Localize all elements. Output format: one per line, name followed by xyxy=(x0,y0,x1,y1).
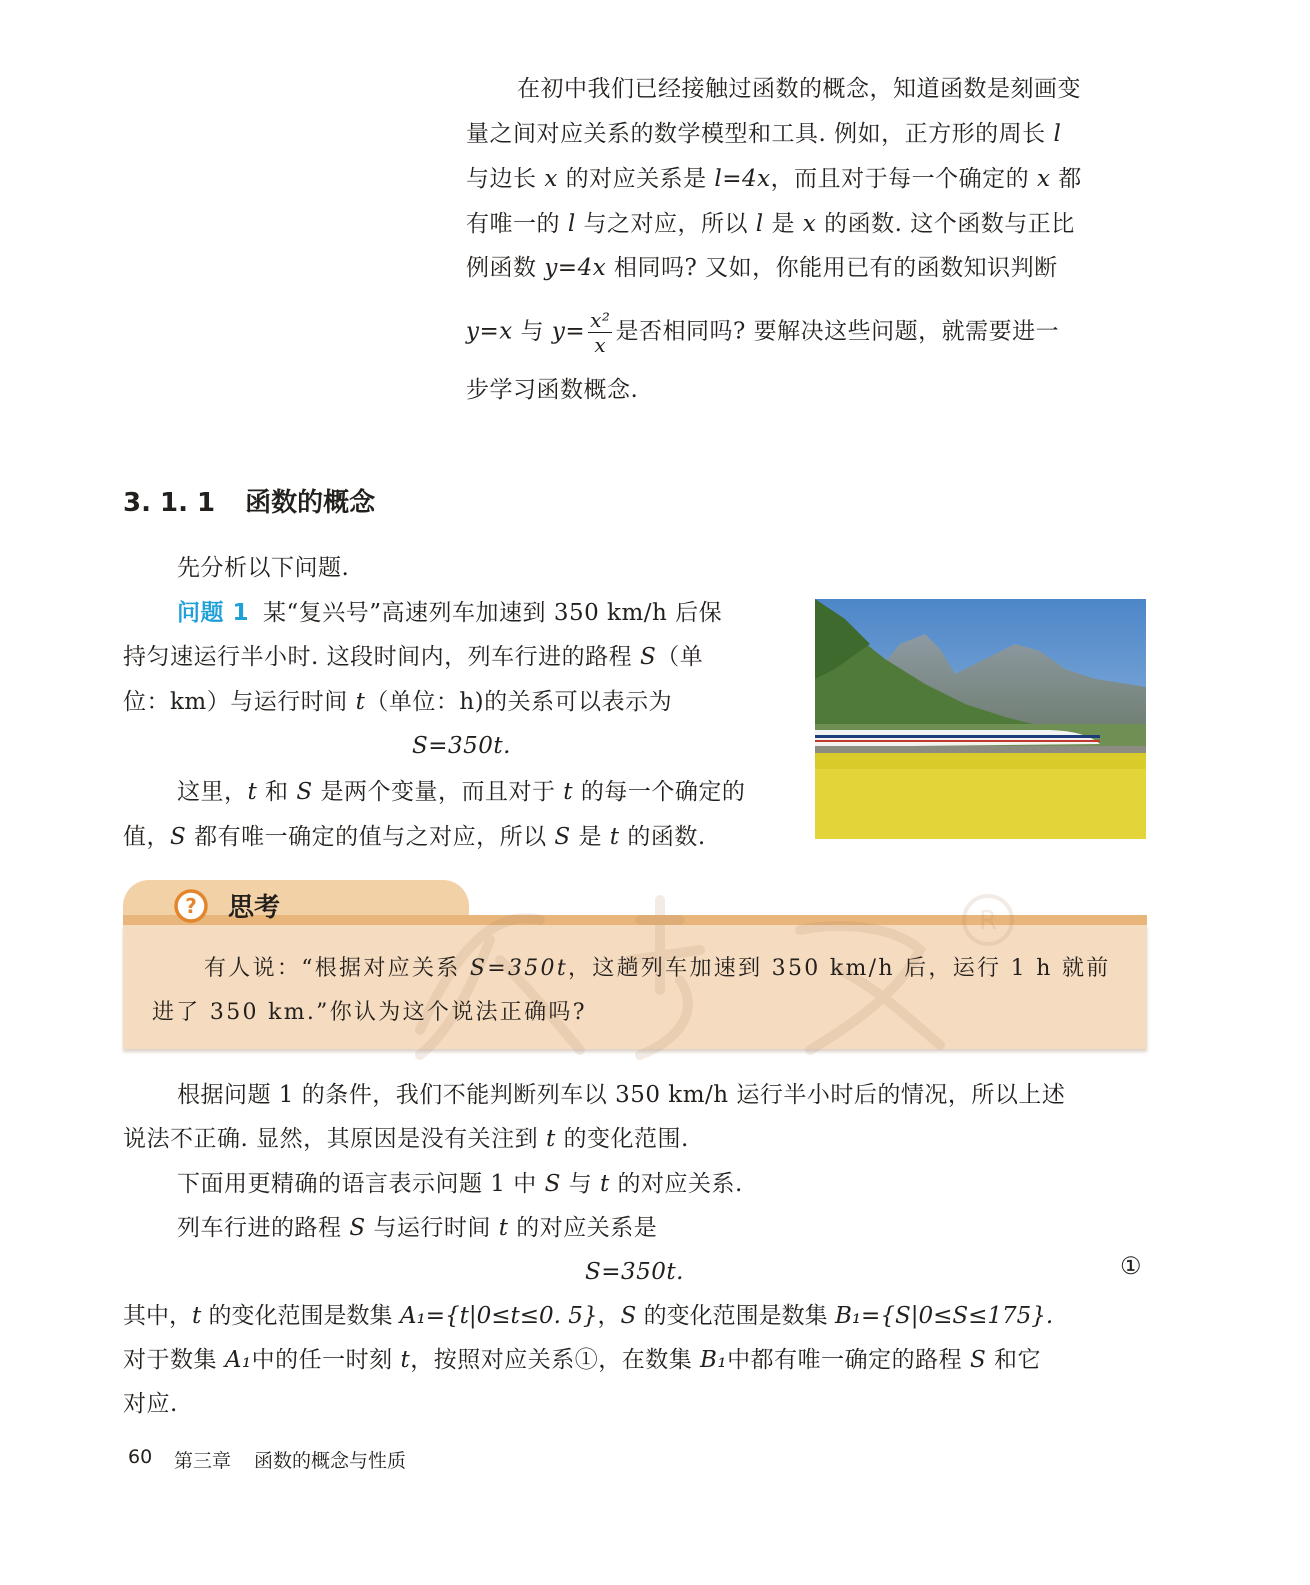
body-formula: S=350t. xyxy=(585,1259,684,1285)
fraction-numerator: x² xyxy=(590,308,611,332)
svg-text:?: ? xyxy=(185,894,197,918)
page-number: 60 xyxy=(128,1446,153,1468)
body-line-4: 列车行进的路程 S 与运行时间 t 的对应关系是 xyxy=(177,1215,658,1241)
body-line-5: 其中，t 的变化范围是数集 A₁={t|0≤t≤0. 5}，S 的变化范围是数集 B₁={S|0≤S≤175}. xyxy=(123,1303,1054,1329)
body-line-3: 下面用更精确的语言表示问题 1 中 S 与 t 的对应关系. xyxy=(177,1171,743,1197)
chapter-label: 第三章 xyxy=(174,1450,232,1472)
think-line-1: 有人说：“根据对应关系 S=350t，这趟列车加速到 350 km/h 后，运行 1 h 就前 xyxy=(204,956,1111,981)
body-line-6: 对于数集 A₁中的任一时刻 t，按照对应关系①，在数集 B₁中都有唯一确定的路程 S 和它 xyxy=(123,1347,1042,1373)
problem-formula: S=350t. xyxy=(412,733,511,759)
fraction-denominator: x xyxy=(594,333,607,357)
train-photo-image xyxy=(815,599,1146,839)
intro-line-6: y=x 与 y= $\frac{\text{x²}}{x}$ 是否相同吗? 要解决这些问题，就需要进一 xyxy=(466,308,1060,357)
intro-line-3: 与边长 x 的对应关系是 l=4x，而且对于每一个确定的 x 都 xyxy=(466,166,1082,192)
problem-line-1: 问题 1 某“复兴号”高速列车加速到 350 km/h 后保 xyxy=(177,600,723,626)
intro-line-5: 例函数 y=4x 相同吗? 又如，你能用已有的函数知识判断 xyxy=(466,255,1058,281)
fraction xyxy=(588,308,612,357)
svg-text:R: R xyxy=(978,906,998,936)
body-line-1: 根据问题 1 的条件，我们不能判断列车以 350 km/h 运行半小时后的情况，所以上述 xyxy=(177,1082,1066,1108)
body-line-2: 说法不正确. 显然，其原因是没有关注到 t 的变化范围. xyxy=(123,1126,689,1152)
problem-line-2: 持匀速运行半小时. 这段时间内，列车行进的路程 S（单 xyxy=(123,644,704,670)
think-title: 思考 xyxy=(228,893,281,923)
intro-line-4: 有唯一的 l 与之对应，所以 l 是 x 的函数. 这个函数与正比 xyxy=(466,211,1075,237)
intro-line-2: 量之间对应关系的数学模型和工具. 例如，正方形的周长 l xyxy=(466,121,1062,147)
section-heading xyxy=(123,482,375,519)
formula-tag: ① xyxy=(1120,1252,1142,1280)
problem-line-3: 位：km）与运行时间 t（单位：h)的关系可以表示为 xyxy=(123,689,673,715)
chapter-title: 函数的概念与性质 xyxy=(254,1450,407,1472)
section-number: 3. 1. 1 xyxy=(123,488,216,518)
intro-line-1: 在初中我们已经接触过函数的概念，知道函数是刻画变 xyxy=(517,76,1081,102)
lead-text: 先分析以下问题. xyxy=(177,555,350,581)
question-icon xyxy=(174,889,208,923)
explain-line-2: 值，S 都有唯一确定的值与之对应，所以 S 是 t 的函数. xyxy=(123,824,706,850)
train-photo xyxy=(815,599,1146,839)
body-line-7: 对应. xyxy=(123,1391,178,1417)
section-title: 函数的概念 xyxy=(245,488,376,518)
intro-line-7: 步学习函数概念. xyxy=(466,377,639,403)
explain-line-1: 这里，t 和 S 是两个变量，而且对于 t 的每一个确定的 xyxy=(177,779,746,805)
think-line-2: 进了 350 km.”你认为这个说法正确吗? xyxy=(152,1000,587,1025)
problem-label: 问题 1 xyxy=(177,600,250,626)
